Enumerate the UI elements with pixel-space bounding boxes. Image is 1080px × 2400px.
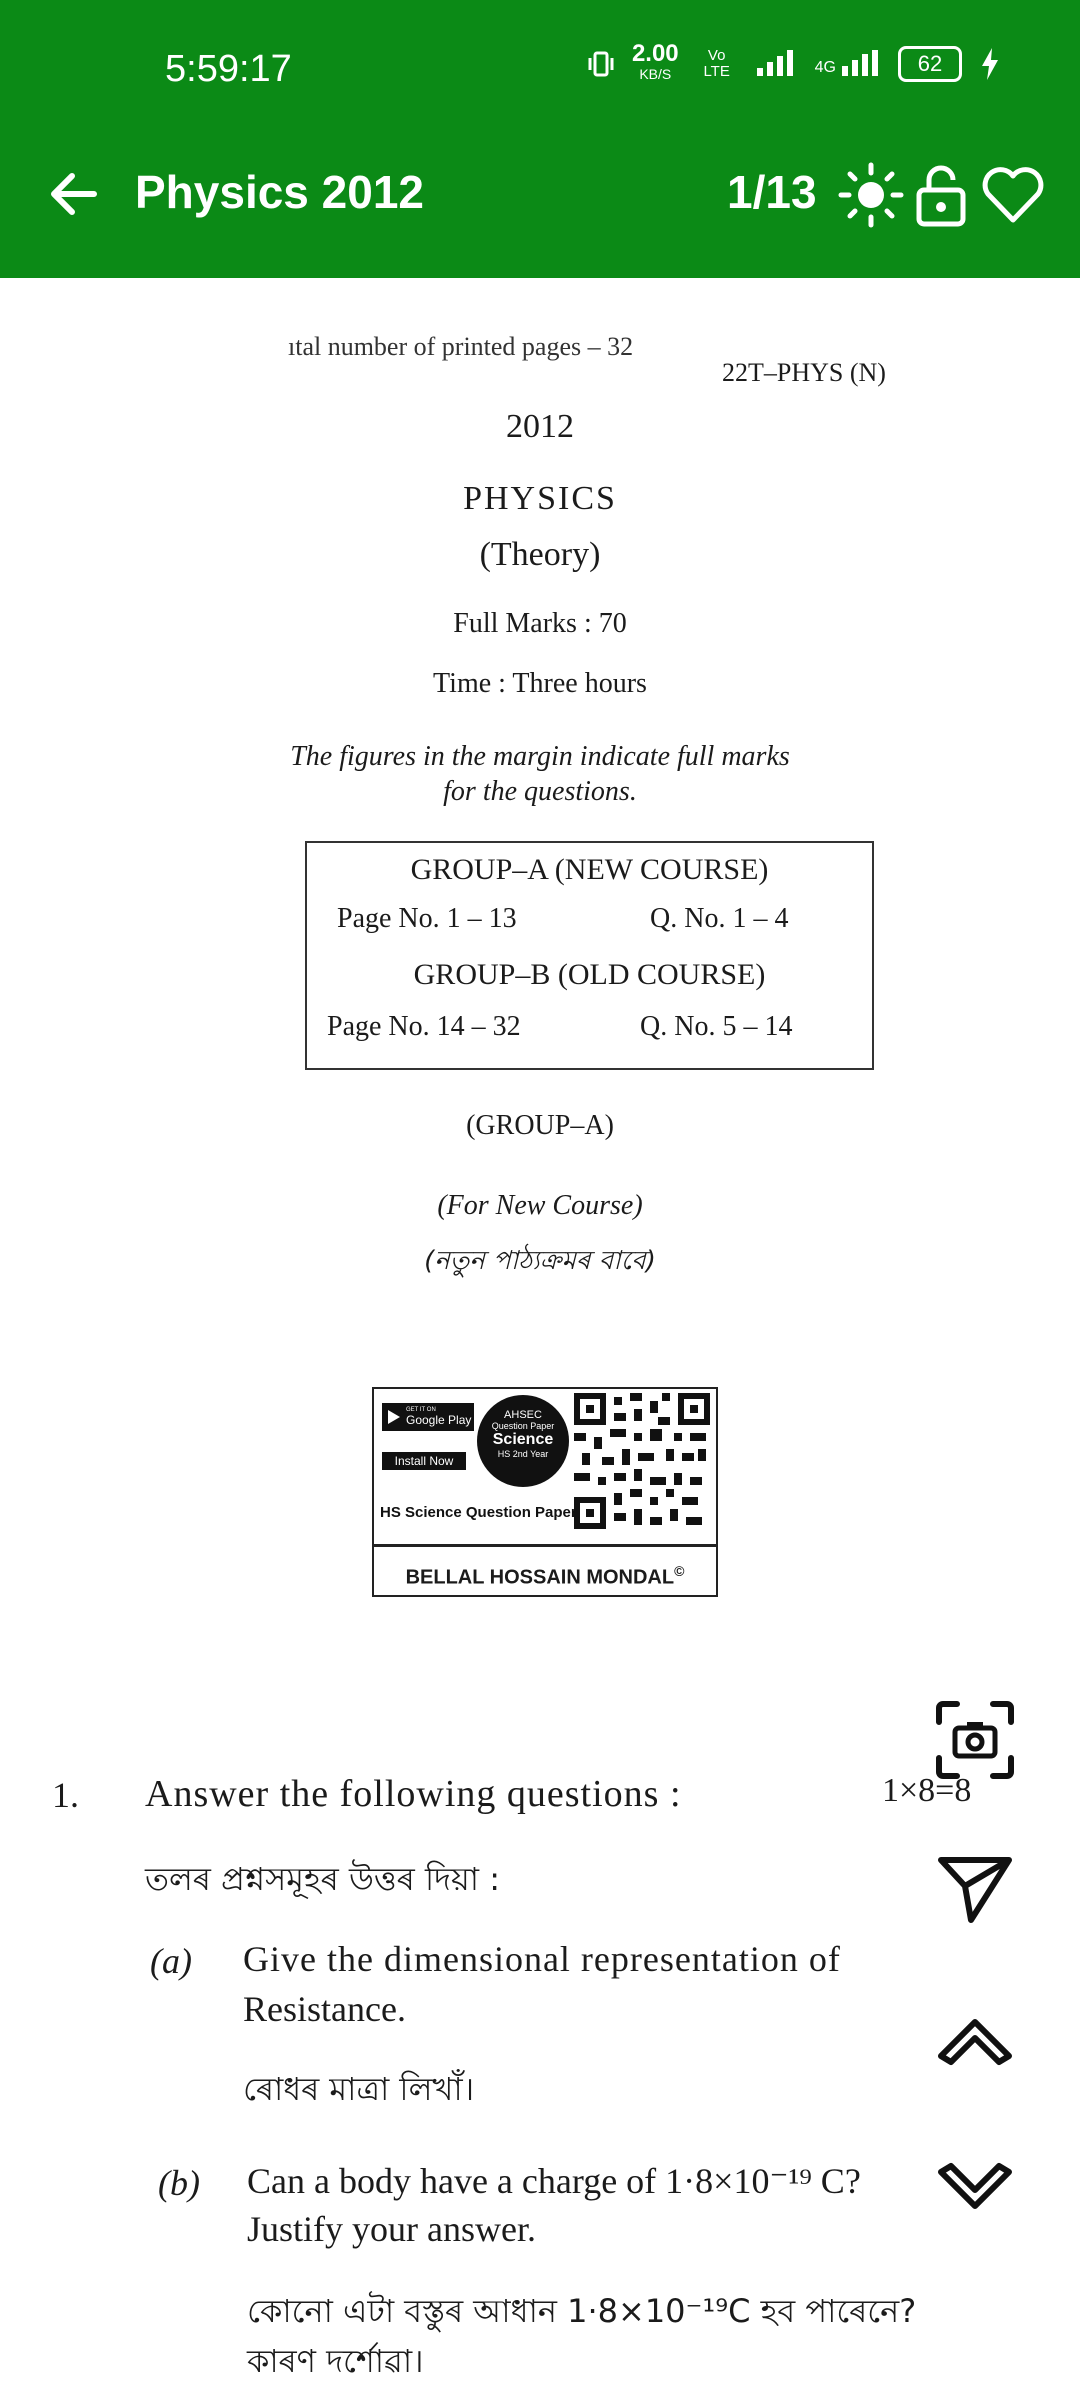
instruction-line-2: for the questions. [443,776,637,807]
network-speed: 2.00 KB/S [631,40,679,82]
group-a-questions: Q. No. 1 – 4 [650,903,789,934]
question-b-line-1: Can a body have a charge of 1·8×10⁻¹⁹ C? [247,2161,861,2201]
app-bar [0,0,1080,278]
printed-pages-line: ıtal number of printed pages – 32 [288,332,634,361]
qr-code-icon [574,1393,710,1529]
question-a-line-1: Give the dimensional representation of [243,1939,841,1979]
arrow-left-icon[interactable] [44,164,104,224]
question-number: 1. [52,1775,79,1815]
camera-icon[interactable] [935,1700,1015,1780]
page-indicator: 1/13 [727,166,817,218]
question-b-line-2: Justify your answer. [247,2209,536,2249]
paper-code: 22T–PHYS (N) [722,358,886,387]
document-page[interactable] [0,278,1080,2400]
volte-indicator: Vo LTE [703,47,730,80]
lock-open-icon[interactable] [909,162,975,228]
group-table [305,841,874,1070]
for-course: (For New Course) [437,1190,643,1221]
question-a-line-2: Resistance. [243,1989,406,2029]
google-play-badge: GET IT ON Google Play [382,1403,474,1431]
heart-icon[interactable] [980,162,1046,228]
group-b-questions: Q. No. 5 – 14 [640,1011,793,1042]
chevron-up-icon[interactable] [935,2000,1015,2080]
exam-year: 2012 [506,408,574,445]
group-b-pages: Page No. 14 – 32 [327,1011,521,1042]
promo-title: HS Science Question Paper [380,1504,577,1521]
group-b-row: GROUP–B (OLD COURSE) [413,958,766,991]
question-b-assamese-2: কাৰণ দৰ্শোৱা। [247,2342,424,2380]
battery-indicator: 62 [898,46,962,82]
charging-icon [980,48,1000,80]
play-icon [388,1410,400,1424]
for-course-assamese: (নতুন পাঠ্যক্ৰমৰ বাবে) [424,1246,656,1276]
group-a-pages: Page No. 1 – 13 [337,903,517,934]
signal-icon-2 [840,50,880,78]
network-type: 4G [815,50,880,78]
status-time: 5:59:17 [165,48,292,90]
science-badge: AHSEC Question Paper Science HS 2nd Year [477,1395,569,1487]
question-b-assamese-1: কোনো এটা বস্তুৰ আধান 1·8×10⁻¹⁹C হব পাৰেনে? [247,2292,917,2330]
question-marks: 1×8=8 [882,1772,972,1809]
question-a-assamese: ৰোধৰ মাত্ৰা লিখাঁ। [243,2070,475,2108]
question-b-label: (b) [158,2163,200,2203]
paper-type: (Theory) [479,536,601,573]
question-text-assamese: তলৰ প্ৰশ্নসমূহৰ উত্তৰ দিয়া : [145,1860,501,1898]
subject-title: PHYSICS [463,480,617,517]
send-icon[interactable] [935,1850,1015,1930]
author-name: BELLAL HOSSAIN MONDAL© [372,1545,718,1597]
question-text: Answer the following questions : [145,1773,682,1815]
exam-time: Time : Three hours [433,668,647,699]
signal-icon [755,50,797,78]
question-a-label: (a) [150,1941,192,1981]
promo-stamp [372,1387,718,1589]
group-heading: (GROUP–A) [466,1110,614,1141]
vibrate-icon [588,50,614,78]
status-icons [588,40,1000,84]
sun-icon[interactable] [838,162,904,228]
group-a-row: GROUP–A (NEW COURSE) [410,853,769,886]
page-title: Physics 2012 [135,166,425,218]
chevron-down-icon[interactable] [935,2148,1015,2228]
install-now-label: Install Now [382,1452,466,1470]
instruction-line-1: The figures in the margin indicate full marks [290,741,790,772]
full-marks: Full Marks : 70 [453,608,627,639]
